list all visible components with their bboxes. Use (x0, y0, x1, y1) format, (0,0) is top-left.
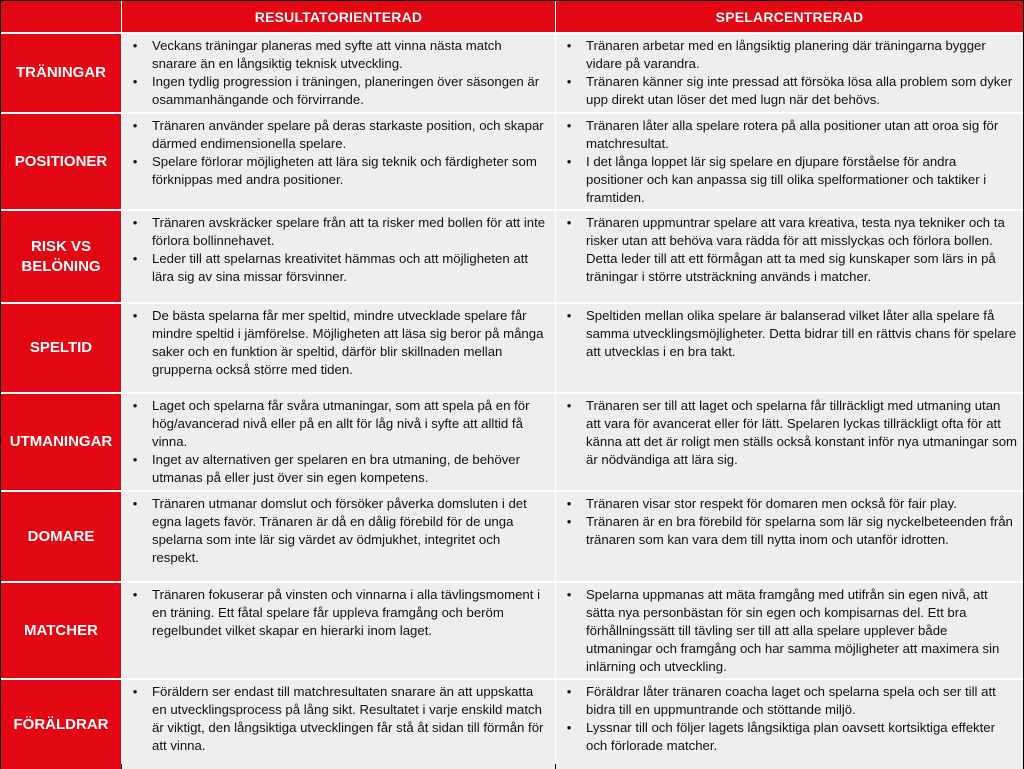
bullet-icon: • (132, 38, 138, 53)
table-corner-cell (1, 1, 121, 32)
row-label (1, 33, 121, 112)
row-label (1, 303, 121, 392)
list-item-text: Veckans träningar planeras med syfte att vinna nästa match snarare än en långsiktig teknisk utveckling. (152, 38, 502, 71)
list-item (562, 397, 1017, 469)
bullet-icon: • (566, 587, 572, 602)
list-item-text: Tränaren avskräcker spelare från att ta risker med bollen för att inte förlora bollinnehavet. (152, 215, 546, 248)
list-item (128, 683, 549, 755)
bullet-list (128, 214, 549, 286)
bullet-icon: • (566, 496, 572, 511)
list-item-text: Tränaren uppmuntrar spelare att vara kreativa, testa nya tekniker och ta risker utan att behöva vara rädda för att misslyckas och förlora bollen. Detta leder till att ett förmågan att ta med sig kunskaper som lärs in på träningar i större utsträckning används i matcher. (586, 215, 1005, 284)
row-label-text (30, 338, 92, 358)
bullet-icon: • (132, 684, 138, 699)
bullet-list (128, 37, 549, 109)
row-label (1, 393, 121, 490)
list-item (562, 117, 1017, 153)
row-label-text (10, 432, 113, 452)
cell-player-centered (556, 393, 1023, 490)
bullet-icon: • (566, 118, 572, 133)
bullet-icon: • (132, 587, 138, 602)
comparison-table (1, 1, 1023, 764)
cell-result-oriented (122, 393, 555, 490)
bullet-icon: • (566, 308, 572, 323)
column-header-player-centered: SPELARCENTRERAD (556, 1, 1023, 32)
list-item-text: Leder till att spelarnas kreativitet hämmas och att möjligheten att lära sig av sina missar försvinner. (152, 251, 529, 284)
list-item (562, 513, 1017, 549)
cell-result-oriented (122, 582, 555, 678)
bullet-icon: • (132, 118, 138, 133)
bullet-list (562, 397, 1017, 469)
row-label-text (21, 237, 100, 277)
list-item (128, 495, 549, 567)
bullet-list (562, 37, 1017, 109)
row-label (1, 113, 121, 209)
bullet-list (128, 495, 549, 567)
cell-result-oriented (122, 491, 555, 581)
bullet-list (128, 397, 549, 487)
list-item-text: Lyssnar till och följer lagets långsiktiga plan oavsett kortsiktiga effekter och förlorade matcher. (586, 720, 996, 753)
row-label-line: POSITIONER (14, 152, 108, 170)
row-label-line: FÖRÄLDRAR (13, 715, 109, 733)
bullet-list (562, 307, 1017, 361)
column-header-result-oriented: RESULTATORIENTERAD (122, 1, 555, 32)
cell-player-centered (556, 303, 1023, 392)
list-item-text: Tränaren känner sig inte pressad att försöka lösa alla problem som dyker upp direkt utan löser det med lugn när det behövs. (586, 74, 1013, 107)
list-item-text: Tränaren ser till att laget och spelarna får tillräckligt med utmaning utan att vara för avancerat eller för lätt. Spelaren lyckas tillräckligt ofta för att känna att det är roligt men ställs också konstant inför nya utmaningar som är nödvändiga att lära sig. (586, 398, 1018, 467)
list-item (562, 214, 1017, 286)
list-item (562, 586, 1017, 676)
list-item (128, 73, 549, 109)
row-label-text (15, 152, 108, 172)
list-item-text: Spelarna uppmanas att mäta framgång med utifrån sin egen nivå, att sätta nya personbästan för sin egen och kompisarnas del. Ett bra förhållningssätt till tävling ser till att alla spelare upplever både utmaningar och framgång och har samma möjligheter att maximera sin inlärning och utveckling. (586, 587, 1000, 674)
bullet-icon: • (132, 308, 138, 323)
list-item (128, 451, 549, 487)
row-label-text (14, 715, 109, 735)
list-item-text: I det långa loppet lär sig spelare en djupare förståelse för andra positioner och kan anpassa sig till olika spelformationer och taktiker i framtiden. (586, 154, 987, 205)
list-item (128, 397, 549, 451)
row-label (1, 491, 121, 581)
bullet-list (128, 307, 549, 379)
row-label-line: BELÖNING (21, 257, 101, 275)
cell-result-oriented (122, 679, 555, 769)
list-item (128, 586, 549, 640)
bullet-icon: • (566, 720, 572, 735)
list-item (128, 117, 549, 153)
list-item-text: Spelare förlorar möjligheten att lära sig teknik och färdigheter som förknippas med andra positioner. (152, 154, 537, 187)
row-label-text (16, 63, 106, 83)
cell-player-centered (556, 113, 1023, 209)
cell-result-oriented (122, 33, 555, 112)
bullet-icon: • (566, 215, 572, 230)
bullet-list (562, 586, 1017, 676)
list-item-text: Ingen tydlig progression i träningen, planeringen över säsongen är osammanhängande och förvirrande. (152, 74, 540, 107)
bullet-icon: • (132, 74, 138, 89)
row-label (1, 582, 121, 678)
list-item (128, 214, 549, 250)
list-item-text: Tränaren utmanar domslut och försöker påverka domsluten i det egna lagets favör. Tränaren är då en dålig förebild för de unga spelarna som inte lär sig värdet av ödmjukhet, integritet och respekt. (152, 496, 527, 565)
list-item (562, 73, 1017, 109)
cell-player-centered (556, 582, 1023, 678)
row-label (1, 210, 121, 302)
cell-player-centered (556, 491, 1023, 581)
list-item-text: Tränaren fokuserar på vinsten och vinnarna i alla tävlingsmoment i en träning. Ett fåtal spelare får uppleva framgång och beröm regelbundet vilket skapar en hierarki inom laget. (152, 587, 541, 638)
bullet-icon: • (132, 496, 138, 511)
bullet-list (128, 117, 549, 189)
bullet-list (562, 495, 1017, 549)
cell-result-oriented (122, 210, 555, 302)
list-item-text: Tränaren arbetar med en långsiktig planering där träningarna bygger vidare på varandra. (586, 38, 986, 71)
row-label (1, 679, 121, 769)
list-item (562, 495, 1017, 513)
list-item (128, 37, 549, 73)
bullet-icon: • (566, 398, 572, 413)
cell-player-centered (556, 33, 1023, 112)
row-label-line: RISK VS (30, 237, 91, 255)
list-item (128, 307, 549, 379)
row-label-line: TRÄNINGAR (16, 64, 106, 81)
list-item (562, 37, 1017, 73)
list-item (562, 153, 1017, 207)
row-label-line: MATCHER (24, 621, 98, 639)
bullet-icon: • (566, 154, 572, 169)
bullet-icon: • (566, 684, 572, 699)
bullet-list (562, 214, 1017, 286)
bullet-icon: • (132, 215, 138, 230)
list-item-text: Föräldern ser endast till matchresultaten snarare än att uppskatta en utvecklingsprocess på lång sikt. Resultatet i varje enskild match är viktigt, den långsiktiga utvecklingen får stå åt sidan till förmån för att vinna. (152, 684, 544, 753)
list-item (562, 719, 1017, 755)
row-label-text (28, 527, 95, 547)
list-item-text: Föräldrar låter tränaren coacha laget och spelarna spela och ser till att bidra till en uppmuntrande och stöttande miljö. (586, 684, 996, 717)
list-item (128, 153, 549, 189)
bullet-icon: • (132, 452, 138, 467)
bullet-icon: • (566, 514, 572, 529)
list-item (128, 250, 549, 286)
list-item-text: Inget av alternativen ger spelaren en bra utmaning, de behöver utmanas på eller just över sin egen kompetens. (152, 452, 521, 485)
list-item (562, 307, 1017, 361)
bullet-icon: • (132, 398, 138, 413)
bullet-icon: • (132, 251, 138, 266)
bullet-list (562, 117, 1017, 207)
list-item-text: Speltiden mellan olika spelare är balanserad vilket låter alla spelare få samma utvecklingsmöjligheter. Detta bidrar till en rättvis chans för spelare att utvecklas i en bra takt. (586, 308, 1017, 359)
list-item-text: Tränaren är en bra förebild för spelarna som lär sig nyckelbeteenden från tränaren som kan vara dem till nytta inom och utanför idrotten. (586, 514, 1013, 547)
bullet-icon: • (566, 74, 572, 89)
bullet-icon: • (132, 154, 138, 169)
list-item-text: Tränaren låter alla spelare rotera på alla positioner utan att oroa sig för matchresultat. (586, 118, 999, 151)
list-item-text: Tränaren använder spelare på deras starkaste position, och skapar därmed endimensionella spelare. (152, 118, 544, 151)
cell-player-centered (556, 679, 1023, 769)
list-item-text: Tränaren visar stor respekt för domaren men också för fair play. (586, 496, 957, 511)
cell-result-oriented (122, 113, 555, 209)
list-item (562, 683, 1017, 719)
bullet-list (128, 683, 549, 755)
row-label-line: UTMANINGAR (9, 433, 113, 450)
bullet-list (128, 586, 549, 640)
bullet-icon: • (566, 38, 572, 53)
row-label-text (24, 621, 98, 641)
row-label-line: SPELTID (29, 339, 93, 356)
list-item-text: De bästa spelarna får mer speltid, mindre utvecklade spelare får mindre speltid i jämförelse. Möjligheten att läsa sig beror på många saker och en funktion är speltid, därför blir skillnaden mellan grupperna också större med tiden. (152, 308, 544, 377)
cell-result-oriented (122, 303, 555, 392)
list-item-text: Laget och spelarna får svåra utmaningar, som att spela på en för hög/avancerad nivå eller på en allt för låg nivå i syfte att alltid få vinna. (152, 398, 530, 449)
row-label-line: DOMARE (27, 527, 95, 545)
bullet-list (562, 683, 1017, 755)
cell-player-centered (556, 210, 1023, 302)
